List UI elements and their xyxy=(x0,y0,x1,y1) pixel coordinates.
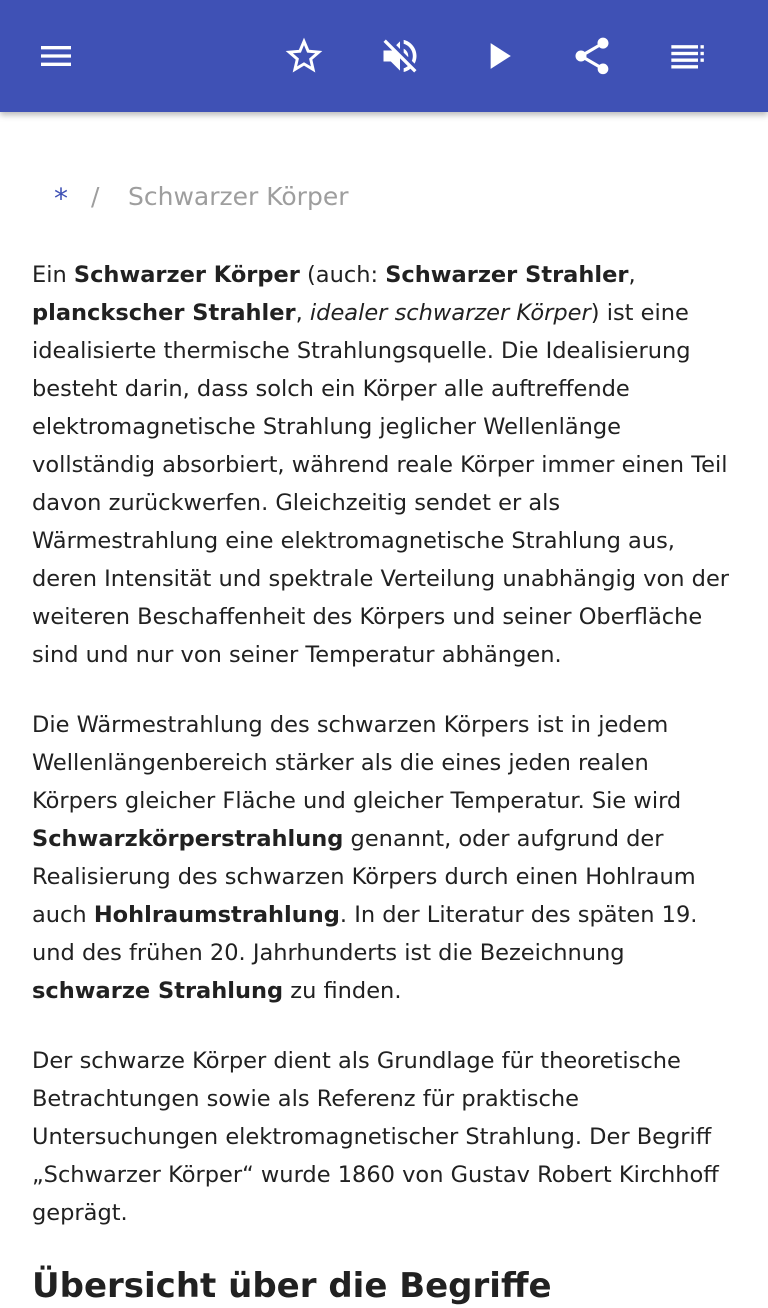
breadcrumb-current: Schwarzer Körper xyxy=(128,182,349,211)
italic-term: idealer schwarzer Körper xyxy=(309,300,591,326)
share-button[interactable] xyxy=(560,24,624,88)
mute-button[interactable] xyxy=(368,24,432,88)
bold-term: Schwarzer Körper xyxy=(73,262,300,288)
paragraph-text: , xyxy=(295,300,310,326)
section-heading: Übersicht über die Begriffe xyxy=(32,1266,552,1306)
star-outline-icon xyxy=(282,34,326,78)
play-button[interactable] xyxy=(466,24,530,88)
paragraph-intro xyxy=(32,256,736,674)
paragraph-text: Die Wärmestrahlung des schwarzen Körpers ist in jedem Wellenlängenbereich stärker als die eines jeden realen Körpers gleicher Fläche und gleicher Temperatur. Sie wird xyxy=(32,712,682,814)
paragraph-text: genannt, oder aufgrund der Realisierung des schwarzen Körpers durch einen Hohlraum auch xyxy=(32,826,696,928)
favorite-button[interactable] xyxy=(272,24,336,88)
bold-term: Schwarzer Strahler xyxy=(385,262,629,288)
paragraph-text: , xyxy=(628,262,636,288)
paragraph-text: Der schwarze Körper dient als Grundlage für theoretische Betrachtungen sowie als Referenz für praktische Untersuchungen elektromagnetischer Strahlung. Der Begriff „Schwarzer Körper“ wurde 1860 von Gustav Robert Kirchhoff geprägt. xyxy=(32,1048,719,1226)
paragraph-text: zu finden. xyxy=(283,978,402,1004)
bold-term: schwarze Strahlung xyxy=(32,978,284,1004)
playlist-icon xyxy=(668,36,708,76)
bold-term: Schwarzkörperstrahlung xyxy=(32,826,344,852)
paragraph-reference xyxy=(32,1042,736,1232)
play-icon xyxy=(476,34,520,78)
paragraph-text: ) ist eine idealisierte thermische Strahlungsquelle. Die Idealisierung besteht darin, dass solch ein Körper alle auftreffende elektromagnetische Strahlung jeglicher Wellenlänge vollständig absorbiert, während reale Körper immer einen Teil davon zurückwerfen. Gleichzeitig sendet er als Wärmestrahlung eine elektromagnetische Strahlung aus, deren Intensität und spektrale Verteilung unabhängig von der weiteren Beschaffenheit des Körpers und seiner Oberfläche sind und nur von seiner Temperatur abhängen. xyxy=(32,300,730,668)
share-icon xyxy=(570,34,614,78)
breadcrumb-separator: / xyxy=(91,182,100,211)
paragraph-text: . In der Literatur des späten 19. und des frühen 20. Jahrhunderts ist die Bezeichnung xyxy=(32,902,698,966)
volume-off-icon xyxy=(378,34,422,78)
bold-term: Hohlraumstrahlung xyxy=(93,902,340,928)
breadcrumb-home-link[interactable]: * xyxy=(54,182,68,215)
article-view[interactable] xyxy=(0,112,768,1306)
article-body xyxy=(32,256,736,1308)
app-bar xyxy=(0,0,768,112)
menu-icon xyxy=(36,36,76,76)
breadcrumb xyxy=(0,182,768,218)
menu-button[interactable] xyxy=(24,24,88,88)
paragraph-text: Ein xyxy=(32,262,74,288)
contents-button[interactable] xyxy=(656,24,720,88)
paragraph-radiation xyxy=(32,706,736,1010)
paragraph-text: (auch: xyxy=(299,262,386,288)
bold-term: planckscher Strahler xyxy=(32,300,296,326)
